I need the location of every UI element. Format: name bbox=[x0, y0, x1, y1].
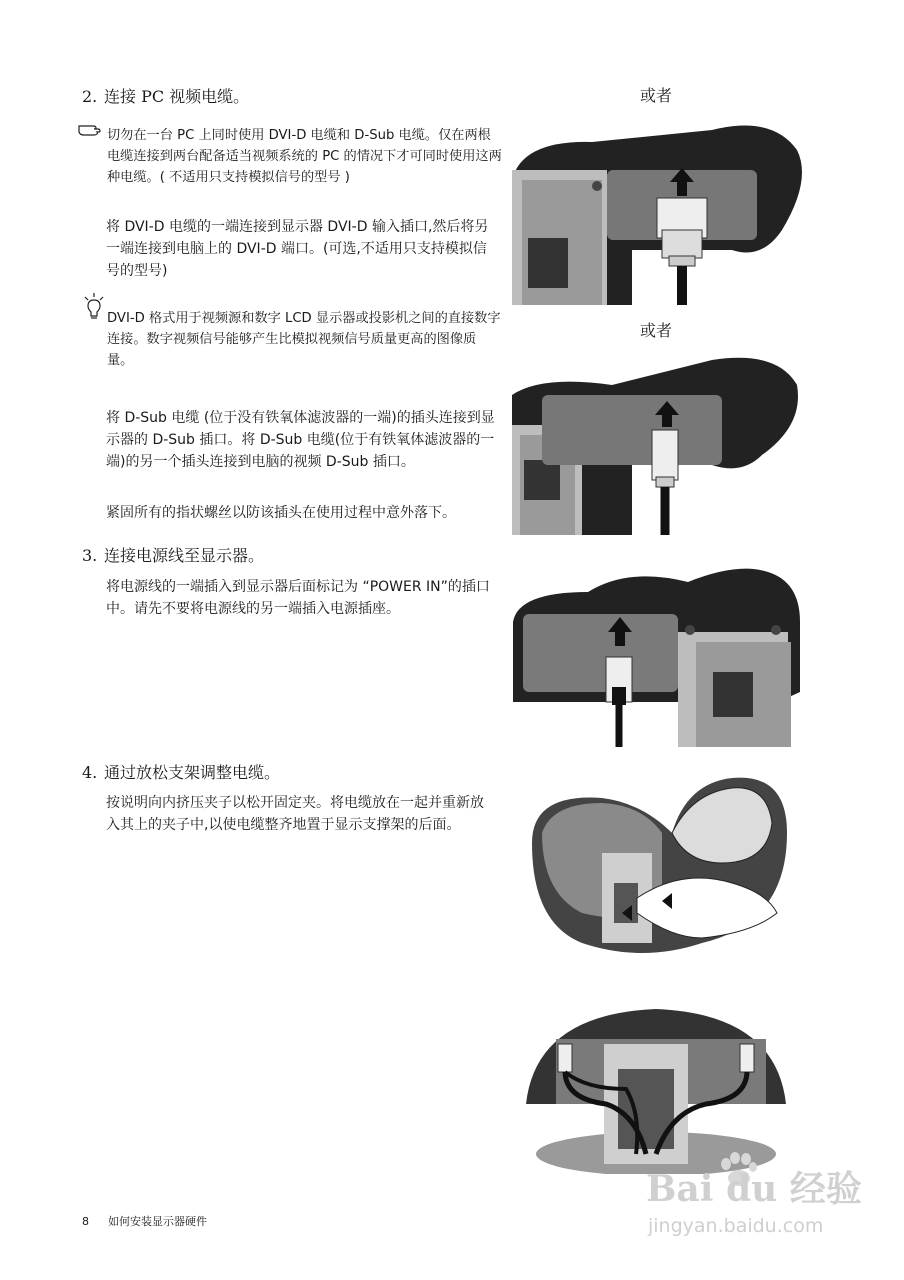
or-label-2: 或者 bbox=[640, 321, 673, 340]
step2-screws-text: 紧固所有的指状螺丝以防该插头在使用过程中意外落下。 bbox=[106, 505, 456, 521]
step4-heading bbox=[82, 762, 280, 784]
step4-number: 4. bbox=[82, 763, 98, 782]
watermark-brand: Bai du 经验 bbox=[646, 1168, 862, 1210]
or-label-1: 或者 bbox=[640, 86, 673, 105]
figure-dsub-connection bbox=[512, 355, 802, 535]
step2-dsub-text: 将 D-Sub 电缆 (位于没有铁氧体滤波器的一端)的插头连接到显示器的 D-Sub 插口。将 D-Sub 电缆(位于有铁氧体滤波器的一端)的另一个插头连接到电脑的视频 D-Sub 插口。 bbox=[106, 410, 495, 470]
step2-number: 2. bbox=[82, 87, 98, 106]
step2-dvi-text: 将 DVI-D 电缆的一端连接到显示器 DVI-D 输入插口,然后将另一端连接到电脑上的 DVI-D 端口。(可选,不适用只支持模拟信号的型号) bbox=[106, 219, 489, 279]
figure-cable-routing bbox=[526, 994, 786, 1174]
watermark-url: jingyan.baidu.com bbox=[648, 1215, 824, 1237]
step3-number: 3. bbox=[82, 546, 98, 565]
footer-section-title: 如何安装显示器硬件 bbox=[108, 1215, 207, 1228]
step3-text: 将电源线的一端插入到显示器后面标记为 “POWER IN”的插口中。请先不要将电源线的另一端插入电源插座。 bbox=[106, 579, 490, 617]
step2-note: 切勿在一台 PC 上同时使用 DVI-D 电缆和 D-Sub 电缆。仅在两根电缆连接到两台配备适当视频系统的 PC 的情况下才可同时使用这两种电缆。( 不适用只支持模拟信号的型号 ) bbox=[107, 128, 502, 185]
step2-heading bbox=[82, 86, 249, 108]
figure-clip-release bbox=[522, 773, 802, 963]
step3-title: 连接电源线至显示器。 bbox=[104, 546, 265, 565]
page-number: 8 bbox=[82, 1215, 89, 1228]
step2-tip: DVI-D 格式用于视频源和数字 LCD 显示器或投影机之间的直接数字连接。数字视频信号能够产生比模拟视频信号质量更高的图像质量。 bbox=[107, 311, 501, 368]
lightbulb-icon bbox=[82, 292, 106, 322]
step3-heading bbox=[82, 545, 264, 567]
figure-power-connection bbox=[508, 562, 803, 747]
step4-title: 通过放松支架调整电缆。 bbox=[104, 763, 281, 782]
step2-title: 连接 PC 视频电缆。 bbox=[104, 87, 250, 106]
pointing-hand-icon bbox=[78, 122, 104, 138]
figure-dvi-connection bbox=[512, 120, 812, 305]
step4-text: 按说明向内挤压夹子以松开固定夹。将电缆放在一起并重新放入其上的夹子中,以使电缆整齐地置于显示支撑架的后面。 bbox=[106, 795, 484, 833]
